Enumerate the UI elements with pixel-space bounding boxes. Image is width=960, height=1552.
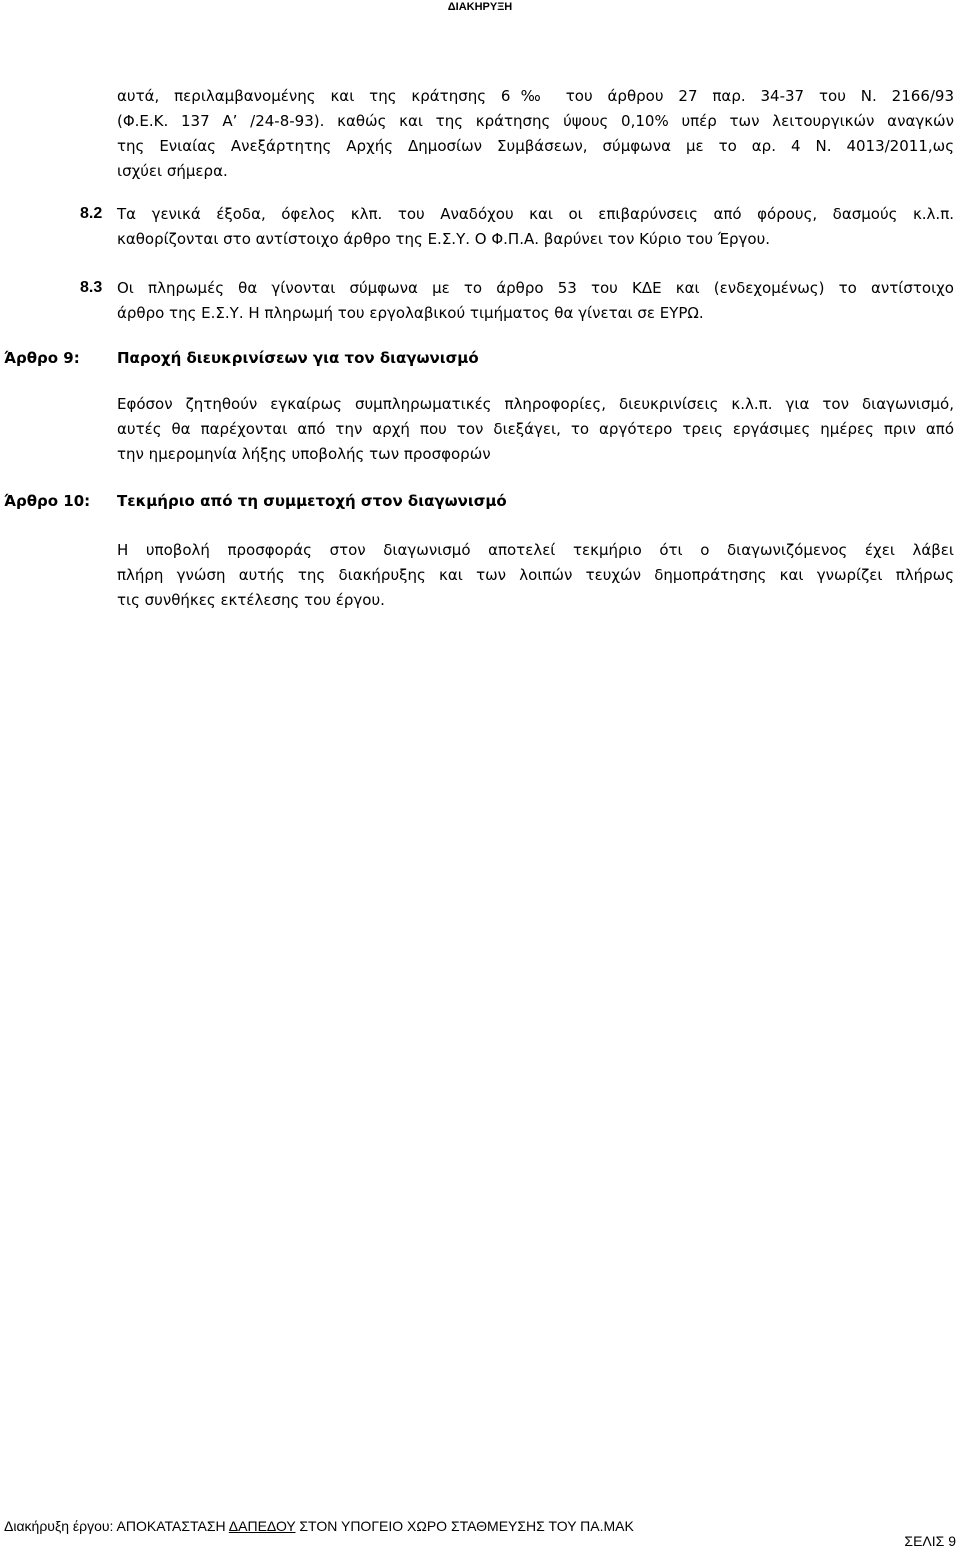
paragraph-line: Τα γενικά έξοδα, όφελος κλπ. του Αναδόχου και οι επιβαρύνσεις από φόρους, δασμούς κ.λ.π.	[117, 205, 954, 223]
paragraph-line: άρθρο της Ε.Σ.Υ. Η πληρωμή του εργολαβικού τιμήματος θα γίνεται σε ΕΥΡΩ.	[117, 304, 704, 322]
footer-project-underlined: ΔΑΠΕΔΟΥ	[228, 1518, 296, 1534]
paragraph-line: (Φ.Ε.Κ. 137 Α’ /24-8-93). καθώς και της κράτησης ύψους 0,10% υπέρ των λειτουργικών αναγκών	[117, 112, 954, 130]
paragraph-line: αυτά, περιλαμβανομένης και της κράτησης 6‰ του άρθρου 27 παρ. 34-37 του Ν. 2166/93	[117, 87, 954, 105]
paragraph-line: της Ενιαίας Ανεξάρτητης Αρχής Δημοσίων Συμβάσεων, σύμφωνα με το αρ. 4 Ν. 4013/2011,ως	[117, 137, 954, 155]
paragraph-line: αυτές θα παρέχονται από την αρχή που τον διεξάγει, το αργότερο τρεις εργάσιμες ημέρες πριν από	[117, 420, 954, 438]
page-number: ΣΕΛΙΣ 9	[904, 1533, 956, 1549]
footer-project-label: Διακήρυξη έργου: ΑΠΟΚΑΤΑΣΤΑΣΗ	[4, 1518, 229, 1534]
paragraph-line: Εφόσον ζητηθούν εγκαίρως συμπληρωματικές πληροφορίες, διευκρινίσεις κ.λ.π. για τον διαγωνισμό,	[117, 395, 954, 413]
article-label: Άρθρο 10:	[4, 492, 91, 510]
paragraph-line: Οι πληρωμές θα γίνονται σύμφωνα με το άρθρο 53 του ΚΔΕ και (ενδεχομένως) το αντίστοιχο	[117, 279, 954, 297]
paragraph-line: ισχύει σήμερα.	[117, 162, 228, 180]
article-title: Τεκμήριο από τη συμμετοχή στον διαγωνισμό	[117, 492, 507, 510]
section-number: 8.3	[80, 279, 103, 296]
section-number: 8.2	[80, 205, 103, 222]
article-title: Παροχή διευκρινίσεων για τον διαγωνισμό	[117, 349, 479, 367]
paragraph-line: τις συνθήκες εκτέλεσης του έργου.	[117, 591, 385, 609]
paragraph-line: καθορίζονται στο αντίστοιχο άρθρο της Ε.Σ.Υ. Ο Φ.Π.Α. βαρύνει τον Κύριο του Έργου.	[117, 230, 771, 248]
paragraph-line: πλήρη γνώση αυτής της διακήρυξης και των λοιπών τευχών δημοπράτησης και γνωρίζει πλήρως	[117, 566, 954, 584]
paragraph-line: την ημερομηνία λήξης υποβολής των προσφορών	[117, 445, 491, 463]
footer-project	[4, 1517, 634, 1535]
footer-project-rest: ΣΤΟΝ ΥΠΟΓΕΙΟ ΧΩΡΟ ΣΤΑΘΜΕΥΣΗΣ ΤΟΥ ΠΑ.ΜΑΚ	[295, 1518, 634, 1534]
article-label: Άρθρο 9:	[4, 349, 80, 367]
paragraph-line: Η υποβολή προσφοράς στον διαγωνισμό αποτελεί τεκμήριο ότι ο διαγωνιζόμενος έχει λάβει	[117, 541, 954, 559]
document-header: ΔΙΑΚΗΡΥΞΗ	[447, 1, 513, 13]
